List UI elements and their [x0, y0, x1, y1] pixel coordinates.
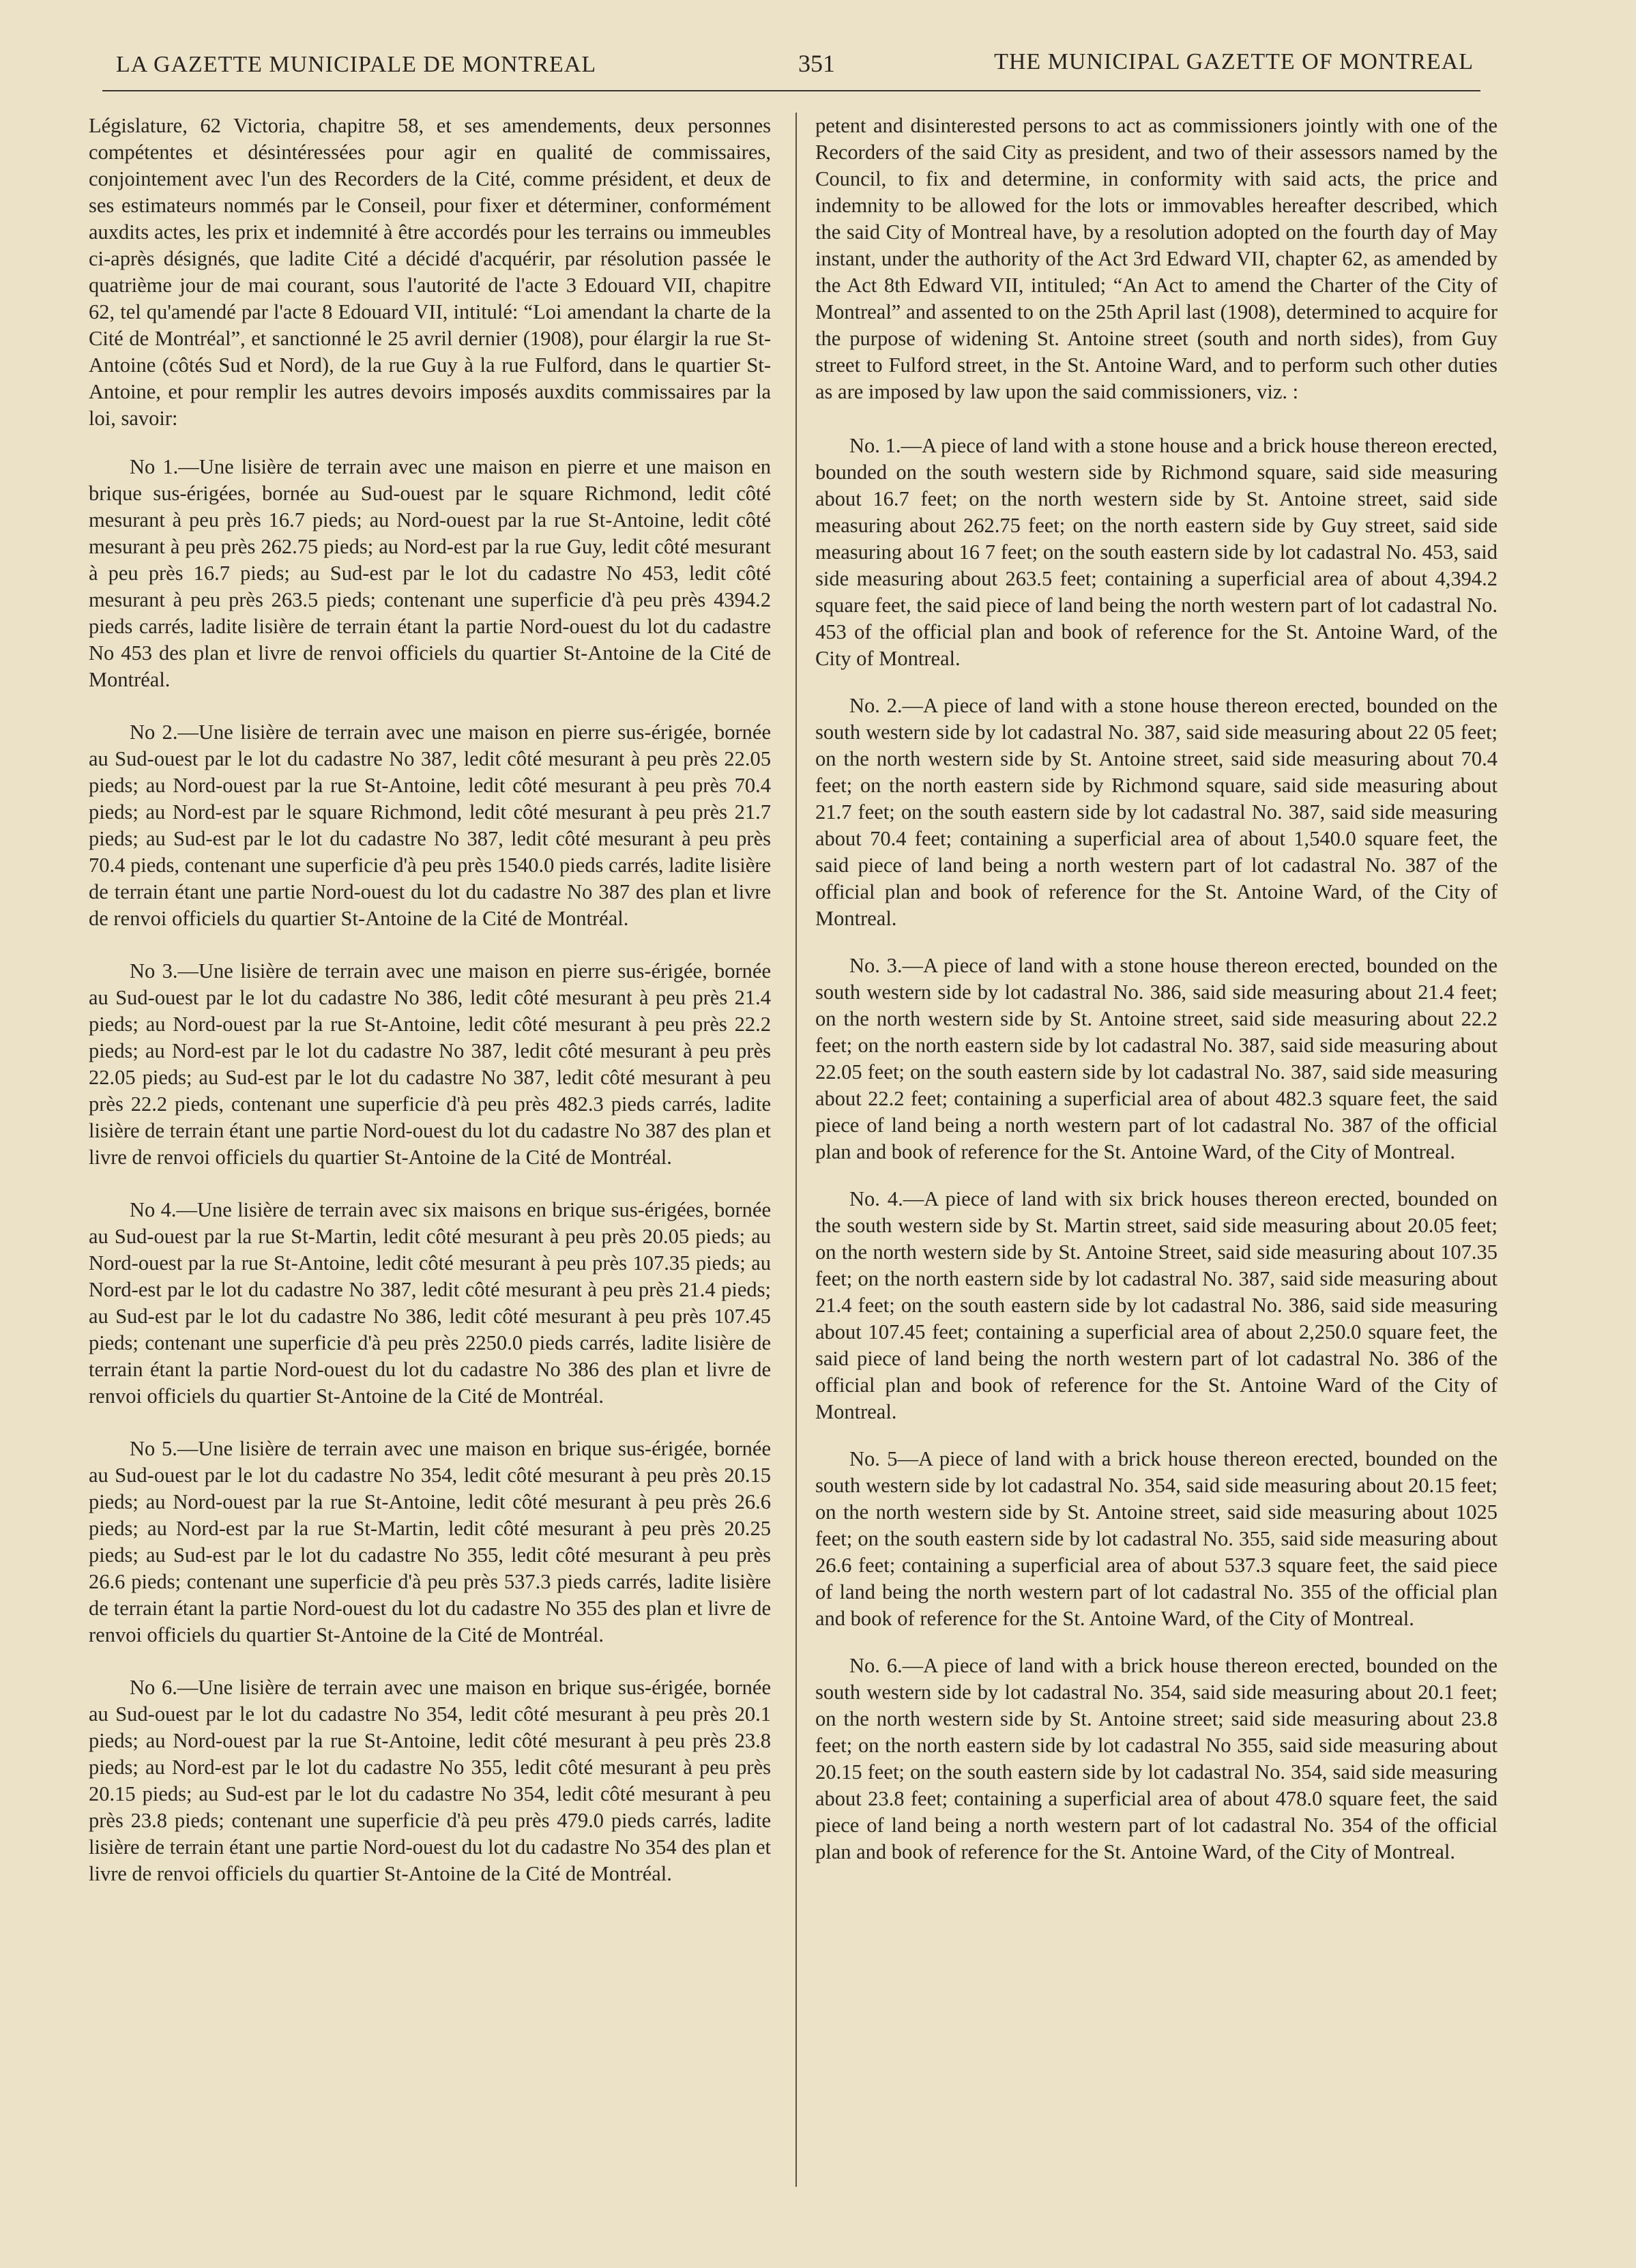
header-english-title: THE MUNICIPAL GAZETTE OF MONTREAL	[994, 49, 1474, 74]
french-item-5: No 5.—Une lisière de terrain avec une maison en brique sus-érigée, bornée au Sud-ouest par le lot du cadastre No 354, ledit côté mesurant à peu près 20.15 pieds; au Nord-ouest par la rue St-Antoine, ledit côté mesurant à peu près 26.6 pieds; au Nord-est par la rue St-Martin, ledit côté mesurant à peu près 20.25 pieds; au Sud-est par le lot du cadastre No 355, ledit côté mesurant à peu près 26.6 pieds; contenant une superficie d'à peu près 537.3 pieds carrés, ladite lisière de terrain étant la partie Nord-ouest du lot du cadastre No 355 des plan et livre de renvoi officiels du quartier St-Antoine de la Cité de Montréal.	[89, 1437, 771, 1646]
french-column	[89, 113, 771, 1913]
header-french-title: LA GAZETTE MUNICIPALE DE MONTREAL	[116, 52, 597, 77]
english-item-5: No. 5—A piece of land with a brick house thereon erected, bounded on the south western side by lot cadastral No. 354, said side measuring about 20.15 feet; on the north western side by St. Antoine street, said side measuring about 1025 feet; on the south eastern side by lot cadastral No. 355, said side measuring about 26.6 feet; containing a superficial area of about 537.3 square feet, the said piece of land being the north western part of lot cadastral No. 355 of the official plan and book of reference for the St. Antoine Ward, of the City of Montreal.	[815, 1447, 1498, 1630]
french-item-2: No 2.—Une lisière de terrain avec une maison en pierre sus-érigée, bornée au Sud-ouest par le lot du cadastre No 387, ledit côté mesurant à peu près 22.05 pieds; au Nord-ouest par la rue St-Antoine, ledit côté mesurant à peu près 70.4 pieds; au Nord-est par le square Richmond, ledit côté mesurant à peu près 21.7 pieds; au Sud-est par le lot du cadastre No 387, ledit côté mesurant à peu près 70.4 pieds, contenant une superficie d'à peu près 1540.0 pieds carrés, ladite lisière de terrain étant une partie Nord-ouest du lot du cadastre No 387 des plan et livre de renvoi officiels du quartier St-Antoine de la Cité de Montréal.	[89, 721, 771, 930]
french-item-4: No 4.—Une lisière de terrain avec six maisons en brique sus-érigées, bornée au Sud-ouest par la rue St-Martin, ledit côté mesurant à peu près 20.05 pieds; au Nord-ouest par la rue St-Antoine, ledit côté mesurant à peu près 107.35 pieds; au Nord-est par le lot du cadastre No 387, ledit côté mesurant à peu près 21.4 pieds; au Sud-est par le lot du cadastre No 386, ledit côté mesurant à peu près 107.45 pieds; contenant une superficie d'à peu près 2250.0 pieds carrés, ladite lisière de terrain étant la partie Nord-ouest du lot du cadastre No 386 des plan et livre de renvoi officiels du quartier St-Antoine de la Cité de Montréal.	[89, 1198, 771, 1408]
english-item-2: No. 2.—A piece of land with a stone house thereon erected, bounded on the south western side by lot cadastral No. 387, said side measuring about 22 05 feet; on the north western side by St. Antoine street, said side measuring about 70.4 feet; on the north eastern side by Richmond square, said side measuring about 21.7 feet; on the south eastern side by lot cadastral No. 387, said side measuring about 70.4 feet; containing a superficial area of about 1,540.0 square feet, the said piece of land being a north western part of lot cadastral No. 387 of the official plan and book of reference for the St. Antoine Ward, of the City of Montreal.	[815, 694, 1498, 930]
french-item-1: No 1.—Une lisière de terrain avec une maison en pierre et une maison en brique sus-érigées, bornée au Sud-ouest par le square Richmond, ledit côté mesurant à peu près 16.7 pieds; au Nord-ouest par la rue St-Antoine, ledit côté mesurant à peu près 262.75 pieds; au Nord-est par la rue Guy, ledit côté mesurant à peu près 16.7 pieds; au Sud-est par le lot du cadastre No 453, ledit côté mesurant à peu près 263.5 pieds; contenant une superficie d'à peu près 4394.2 pieds carrés, ladite lisière de terrain étant la partie Nord-ouest du lot du cadastre No 453 des plan et livre de renvoi officiels du quartier St-Antoine de la Cité de Montréal.	[89, 455, 771, 691]
column-divider	[795, 113, 797, 2187]
page-header	[102, 42, 1480, 91]
english-item-4: No. 4.—A piece of land with six brick houses thereon erected, bounded on the south western side by St. Martin street, said side measuring about 20.05 feet; on the north western side by St. Antoine Street, said side measuring about 107.35 feet; on the north eastern side by lot cadastral No. 387, said side measuring about 21.4 feet; on the south eastern side by lot cadastral No. 386, said side measuring about 107.45 feet; containing a superficial area of about 2,250.0 square feet, the said piece of land being the north western part of lot cadastral No. 386 of the official plan and book of reference for the St. Antoine Ward of the City of Montreal.	[815, 1187, 1498, 1423]
french-item-3: No 3.—Une lisière de terrain avec une maison en pierre sus-érigée, bornée au Sud-ouest par le lot du cadastre No 386, ledit côté mesurant à peu près 21.4 pieds; au Nord-ouest par la rue St-Antoine, ledit côté mesurant à peu près 22.2 pieds; au Nord-est par le lot du cadastre No 387, ledit côté mesurant à peu près 22.05 pieds; au Sud-est par le lot du cadastre No 387, ledit côté mesurant à peu près 22.2 pieds, contenant une superficie d'à peu près 482.3 pieds carrés, ladite lisière de terrain étant une partie Nord-ouest du lot du cadastre No 387 des plan et livre de renvoi officiels du quartier St-Antoine de la Cité de Montréal.	[89, 959, 771, 1169]
english-intro: petent and disinterested persons to act as commissioners jointly with one of the Recorders of the said City as president, and two of their assessors named by the Council, to fix and determine, in conformity with said acts, the price and indemnity to be allowed for the lots or immovables hereafter described, which the said City of Montreal have, by a resolution adopted on the fourth day of May instant, under the authority of the Act 3rd Edward VII, chapter 62, as amended by the Act 8th Edward VII, intituled; “An Act to amend the Charter of the City of Montreal” and assented to on the 25th April last (1908), determined to acquire for the purpose of widening St. Antoine street (south and north sides), from Guy street to Fulford street, in the St. Antoine Ward, and to perform such other duties as are imposed by law upon the said commissioners, viz. :	[815, 114, 1498, 403]
english-item-6: No. 6.—A piece of land with a brick house thereon erected, bounded on the south western side by lot cadastral No. 354, said side measuring about 20.1 feet; on the north western side by St. Antoine street; said side measuring about 23.8 feet; on the north eastern side by lot cadastral No 355, said side measuring about 20.15 feet; on the south eastern side by lot cadastral No. 354, said side measuring about 23.8 feet; containing a superficial area of about 478.0 square feet, the said piece of land being a north western part of lot cadastral No. 354 of the official plan and book of reference for the St. Antoine Ward, of the City of Montreal.	[815, 1654, 1498, 1863]
french-intro: Législature, 62 Victoria, chapitre 58, et ses amendements, deux personnes compétentes et désintéressées pour agir en qualité de commissaires, conjointement avec l'un des Recorders de la Cité, comme président, et deux de ses estimateurs nommés par le Conseil, pour fixer et déterminer, conformément auxdits actes, les prix et indemnité à être accordés pour les terrains ou immeubles ci-après désignés, que ladite Cité a décidé d'acquérir, par résolution passée le quatrième jour de mai courant, sous l'autorité de l'acte 3 Edouard VII, chapitre 62, tel qu'amendé par l'acte 8 Edouard VII, intitulé: “Loi amendant la charte de la Cité de Montréal”, et sanctionné le 25 avril dernier (1908), pour élargir la rue St-Antoine (côtés Sud et Nord), de la rue Guy à la rue Fulford, dans le quartier St-Antoine, et pour remplir les autres devoirs imposés auxdits commissaires par la loi, savoir:	[89, 114, 771, 430]
page-number: 351	[798, 50, 835, 77]
english-item-1: No. 1.—A piece of land with a stone house and a brick house thereon erected, bounded on the south western side by Richmond square, said side measuring about 16.7 feet; on the north western side by St. Antoine street, said side measuring about 262.75 feet; on the north eastern side by Guy street, said side measuring about 16 7 feet; on the south eastern side by lot cadastral No. 453, said side measuring about 263.5 feet; containing a superficial area of about 4,394.2 square feet, the said piece of land being the north western part of lot cadastral No. 453 of the official plan and book of reference for the St. Antoine Ward, of the City of Montreal.	[815, 434, 1498, 670]
english-item-3: No. 3.—A piece of land with a stone house thereon erected, bounded on the south western side by lot cadastral No. 386, said side measuring about 21.4 feet; on the north western side by St. Antoine street, said side measuring about 22.2 feet; on the north eastern side by lot cadastral No. 387, said side measuring about 22.05 feet; on the south eastern side by lot cadastral No. 387, said side measuring about 22.2 feet; containing a superficial area of about 482.3 square feet, the said piece of land being a north western part of lot cadastral No. 387 of the official plan and book of reference for the St. Antoine Ward, of the City of Montreal.	[815, 954, 1498, 1163]
french-item-6: No 6.—Une lisière de terrain avec une maison en brique sus-érigée, bornée au Sud-ouest par le lot du cadastre No 354, ledit côté mesurant à peu près 20.1 pieds; au Nord-ouest par la rue St-Antoine, ledit côté mesurant à peu près 23.8 pieds; au Nord-est par le lot du cadastre No 355, ledit côté mesurant à peu près 20.15 pieds; au Sud-est par le lot du cadastre No 354, ledit côté mesurant à peu près 23.8 pieds; contenant une superficie d'à peu près 479.0 pieds carrés, ladite lisière de terrain étant une partie Nord-ouest du lot du cadastre No 354 des plan et livre de renvoi officiels du quartier St-Antoine de la Cité de Montréal.	[89, 1676, 771, 1885]
english-column	[815, 113, 1498, 1886]
